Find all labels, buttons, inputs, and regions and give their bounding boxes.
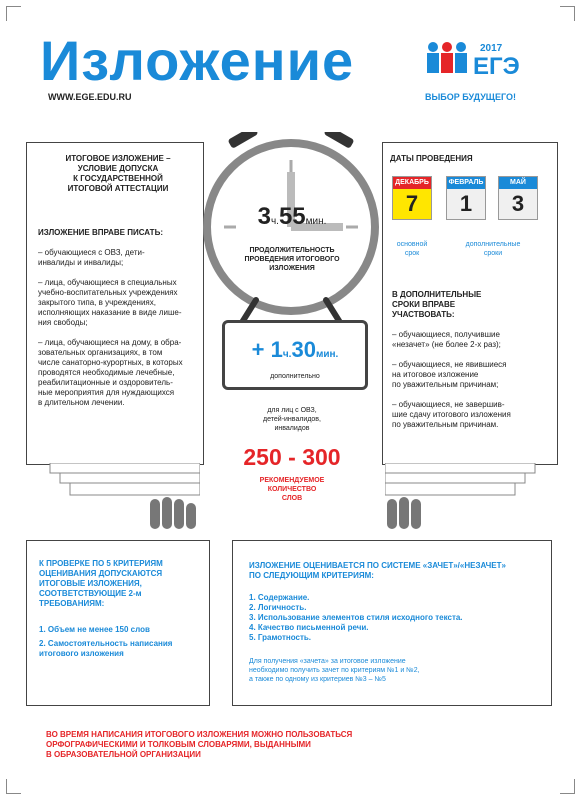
- extra-date-label: дополнительные сроки: [465, 241, 521, 257]
- bottom-right-heading: ИЗЛОЖЕНИЕ ОЦЕНИВАЕТСЯ ПО СИСТЕМЕ «ЗАЧЕТ»/«НЕЗАЧЕТ» ПО СЛЕДУЮЩИМ КРИТЕРИЯМ:: [249, 561, 506, 580]
- list-item: – обучающиеся, не завершив- шие сдачу итогового изложения по уважительным причинам.: [392, 400, 511, 429]
- words-range: 250 - 300: [243, 444, 341, 470]
- crop-mark: [6, 6, 21, 21]
- right-panel: [382, 142, 560, 467]
- crop-mark: [560, 6, 575, 21]
- hands-icon: [40, 463, 200, 538]
- bottom-left-list: 1. Объем не менее 150 слов 2. Самостоятельность написания итогового изложения: [39, 625, 173, 658]
- list-item: – лица, обучающиеся на дому, в обра- зовательных организациях, в том числе санаторно-курортных, в которых проводятся необходимые лечебные, реабилитационные и оздоровитель- ные мероприятия для нуждающихся в длительном лечении.: [38, 338, 183, 407]
- heading-line: ИТОГОВОЙ АТТЕСТАЦИИ: [67, 184, 169, 193]
- duration-value: 3ч.55мин.: [257, 203, 327, 230]
- heading-line: ИТОГОВОЕ ИЗЛОЖЕНИЕ –: [65, 154, 171, 163]
- crop-mark: [560, 779, 575, 794]
- criteria-list: 1. Содержание. 2. Логичность. 3. Использование элементов стиля исходного текста. 4. Качество письменной речи. 5. Грамотность.: [249, 593, 463, 642]
- list-item: – лица, обучающиеся в специальных учебно-воспитательных учреждениях закрытого типа, в учреждениях, исполняющих наказание в виде лише- ния свободы;: [38, 278, 182, 327]
- left-subheading: ИЗЛОЖЕНИЕ ВПРАВЕ ПИСАТЬ:: [38, 228, 163, 237]
- main-date-label: основной срок: [396, 241, 428, 257]
- ege-logo: [425, 38, 545, 92]
- people-icon: [427, 42, 467, 73]
- hands-icon: [385, 463, 555, 538]
- list-item: – обучающиеся с ОВЗ, дети- инвалиды и инвалиды;: [38, 248, 145, 267]
- duration-caption: ПРОДОЛЖИТЕЛЬНОСТЬ ПРОВЕДЕНИЯ ИТОГОВОГО ИЗЛОЖЕНИЯ: [244, 247, 340, 272]
- slogan: ВЫБОР БУДУЩЕГО!: [425, 92, 516, 102]
- right-heading: В ДОПОЛНИТЕЛЬНЫЕ СРОКИ ВПРАВЕ УЧАСТВОВАТЬ:: [392, 290, 482, 319]
- bottom-right-panel: [232, 540, 552, 706]
- criteria-note: Для получения «зачета» за итоговое изложение необходимо получить зачет по критериям №1 и №2, а также по одному из критериев №3 – №5: [249, 658, 420, 683]
- heading-line: УСЛОВИЕ ДОПУСКА: [77, 164, 159, 173]
- extra-time-box: [222, 320, 368, 390]
- extra-time-note: для лиц с ОВЗ, детей-инвалидов, инвалидов: [263, 407, 321, 432]
- logo-text: ЕГЭ: [473, 53, 520, 80]
- calendar-february: ФЕВРАЛЬ 1: [446, 176, 486, 220]
- page-title: Изложение: [40, 29, 355, 92]
- footer-note: ВО ВРЕМЯ НАПИСАНИЯ ИТОГОВОГО ИЗЛОЖЕНИЯ МОЖНО ПОЛЬЗОВАТЬСЯ ОРФОГРАФИЧЕСКИМИ И ТОЛКОВЫМ СЛОВАРЯМИ, ВЫДАННЫМИ В ОБРАЗОВАТЕЛЬНОЙ ОРГАНИЗАЦИИ: [46, 730, 353, 759]
- heading-line: К ГОСУДАРСТВЕННОЙ: [73, 174, 163, 183]
- bottom-left-panel: [26, 540, 210, 706]
- calendar-may: МАЙ 3: [498, 176, 538, 220]
- site-url[interactable]: WWW.EGE.EDU.RU: [48, 92, 132, 102]
- extra-time-value: + 1ч.30мин.: [251, 337, 339, 362]
- list-item: – обучающиеся, не явившиеся на итоговое изложение по уважительным причинам;: [392, 360, 507, 389]
- calendar-december: ДЕКАБРЬ 7: [392, 176, 432, 220]
- crop-mark: [6, 779, 21, 794]
- dates-heading: ДАТЫ ПРОВЕДЕНИЯ: [390, 154, 473, 163]
- left-panel: [26, 142, 206, 467]
- alarm-clock-icon: [196, 132, 386, 342]
- logo-year: 2017: [480, 43, 503, 54]
- bottom-left-heading: К ПРОВЕРКЕ ПО 5 КРИТЕРИЯМ ОЦЕНИВАНИЯ ДОПУСКАЮТСЯ ИТОГОВЫЕ ИЗЛОЖЕНИЯ, СООТВЕТСТВУЮЩИЕ 2-м ТРЕБОВАНИЯМ:: [39, 559, 163, 608]
- extra-time-label: дополнительно: [270, 373, 320, 380]
- list-item: – обучающиеся, получившие «незачет» (не более 2-х раз);: [392, 330, 501, 349]
- words-caption: РЕКОМЕНДУЕМОЕ КОЛИЧЕСТВО СЛОВ: [259, 477, 325, 502]
